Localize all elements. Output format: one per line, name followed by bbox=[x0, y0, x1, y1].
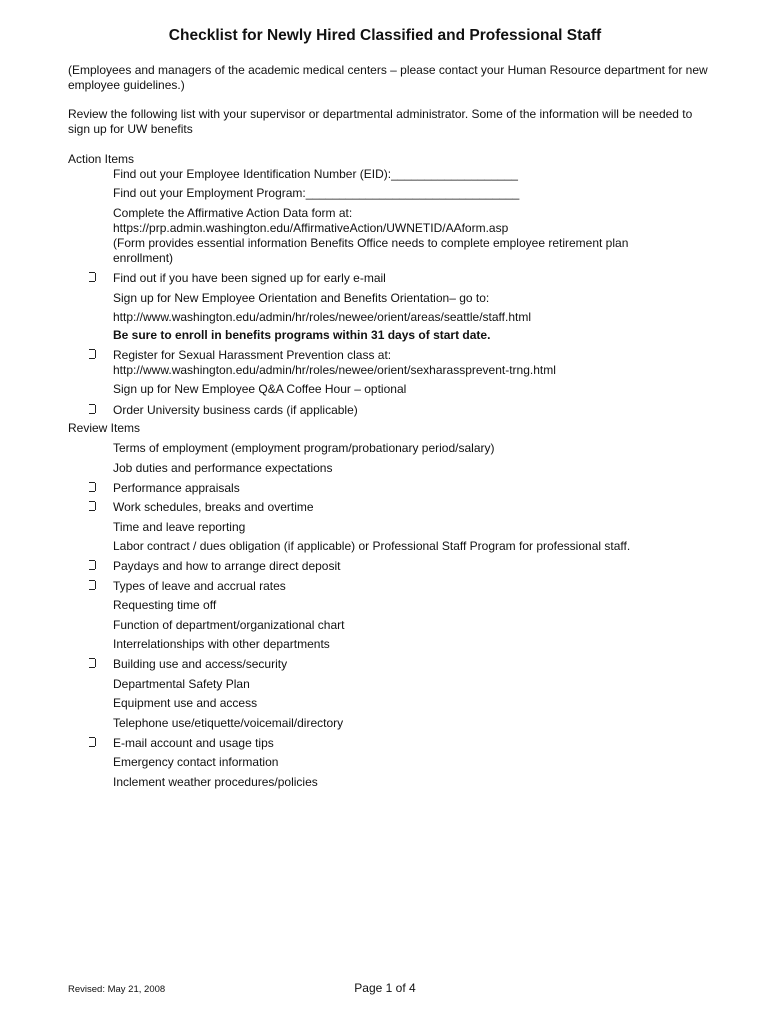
action-item-coffee-hour bbox=[113, 382, 713, 397]
item-line: Performance appraisals bbox=[113, 481, 240, 495]
checkbox-icon[interactable] bbox=[89, 658, 95, 668]
item-line: Types of leave and accrual rates bbox=[113, 579, 286, 593]
intro-paragraph-2: Review the following list with your supervisor or departmental administrator. Some of the information will be needed to sign up for UW benefits bbox=[68, 107, 693, 136]
item-line: Sign up for New Employee Q&A Coffee Hour – optional bbox=[113, 382, 407, 396]
page-title: Checklist for Newly Hired Classified and Professional Staff bbox=[168, 27, 602, 44]
revised-date: Revised: May 21, 2008 bbox=[68, 984, 166, 995]
item-line: Be sure to enroll in benefits programs within 31 days of start date. bbox=[113, 328, 491, 342]
checkbox-icon[interactable] bbox=[89, 482, 95, 492]
review-item bbox=[113, 696, 713, 711]
action-items-heading: Action Items bbox=[68, 152, 135, 166]
action-item-harassment-class bbox=[113, 348, 713, 378]
item-line: Find out your Employee Identification Number (EID):___________________ bbox=[113, 167, 518, 181]
review-item bbox=[113, 716, 713, 731]
review-item bbox=[113, 598, 713, 613]
review-items-heading: Review Items bbox=[68, 421, 141, 435]
review-item bbox=[113, 775, 713, 790]
item-line: Job duties and performance expectations bbox=[113, 461, 333, 475]
item-line: Equipment use and access bbox=[113, 696, 258, 710]
checkbox-icon[interactable] bbox=[89, 404, 95, 414]
item-line: Work schedules, breaks and overtime bbox=[113, 500, 314, 514]
checkbox-icon[interactable] bbox=[89, 272, 95, 282]
item-line: http://www.washington.edu/admin/hr/roles/newee/orient/sexharassprevent-trng.html bbox=[113, 363, 556, 377]
item-line: Departmental Safety Plan bbox=[113, 677, 250, 691]
checkbox-icon[interactable] bbox=[89, 501, 95, 511]
item-line: (Form provides essential information Benefits Office needs to complete employee retirement plan bbox=[113, 236, 629, 250]
review-item bbox=[113, 461, 713, 476]
review-item bbox=[113, 579, 713, 594]
item-line: Interrelationships with other departments bbox=[113, 637, 330, 651]
action-item-orientation-url bbox=[113, 310, 713, 325]
item-line: http://www.washington.edu/admin/hr/roles/newee/orient/areas/seattle/staff.html bbox=[113, 310, 532, 324]
item-line: Paydays and how to arrange direct deposit bbox=[113, 559, 341, 573]
review-item bbox=[113, 657, 713, 672]
checkbox-icon[interactable] bbox=[89, 580, 95, 590]
item-line: Time and leave reporting bbox=[113, 520, 246, 534]
review-item bbox=[113, 677, 713, 692]
review-item bbox=[113, 755, 713, 770]
item-line: Labor contract / dues obligation (if applicable) or Professional Staff Program for professional staff. bbox=[113, 539, 631, 553]
intro-paragraph-1: (Employees and managers of the academic medical centers – please contact your Human Resource department for new employee guidelines.) bbox=[68, 63, 708, 92]
item-line: Building use and access/security bbox=[113, 657, 288, 671]
review-item bbox=[113, 637, 713, 652]
review-item bbox=[113, 539, 713, 554]
checkbox-icon[interactable] bbox=[89, 560, 95, 570]
action-item-eid bbox=[113, 167, 713, 182]
item-line: enrollment) bbox=[113, 251, 174, 265]
review-item bbox=[113, 736, 713, 751]
item-line: Order University business cards (if applicable) bbox=[113, 403, 358, 417]
item-line: Telephone use/etiquette/voicemail/directory bbox=[113, 716, 344, 730]
checkbox-icon[interactable] bbox=[89, 737, 95, 747]
action-item-business-cards bbox=[113, 403, 713, 418]
review-item bbox=[113, 559, 713, 574]
item-line: E-mail account and usage tips bbox=[113, 736, 274, 750]
action-item-benefits-deadline bbox=[113, 328, 713, 343]
item-line: Register for Sexual Harassment Prevention class at: bbox=[113, 348, 392, 362]
review-item bbox=[113, 441, 713, 456]
action-item-early-email bbox=[113, 271, 713, 286]
review-item bbox=[113, 500, 713, 515]
action-item-affirmative-action bbox=[113, 206, 713, 266]
page-number: Page 1 of 4 bbox=[354, 981, 416, 995]
action-item-orientation bbox=[113, 291, 713, 306]
item-line: Emergency contact information bbox=[113, 755, 279, 769]
item-line: Sign up for New Employee Orientation and Benefits Orientation– go to: bbox=[113, 291, 490, 305]
review-item bbox=[113, 481, 713, 496]
item-line: Terms of employment (employment program/probationary period/salary) bbox=[113, 441, 495, 455]
item-line: https://prp.admin.washington.edu/AffirmativeAction/UWNETID/AAform.asp bbox=[113, 221, 509, 235]
review-item bbox=[113, 618, 713, 633]
checkbox-icon[interactable] bbox=[89, 349, 95, 359]
item-line: Requesting time off bbox=[113, 598, 217, 612]
item-line: Find out if you have been signed up for early e-mail bbox=[113, 271, 386, 285]
item-line: Complete the Affirmative Action Data form at: bbox=[113, 206, 353, 220]
review-item bbox=[113, 520, 713, 535]
item-line: Find out your Employment Program:________________________________ bbox=[113, 186, 520, 200]
item-line: Function of department/organizational chart bbox=[113, 618, 345, 632]
action-item-employment-program bbox=[113, 186, 713, 201]
item-line: Inclement weather procedures/policies bbox=[113, 775, 318, 789]
